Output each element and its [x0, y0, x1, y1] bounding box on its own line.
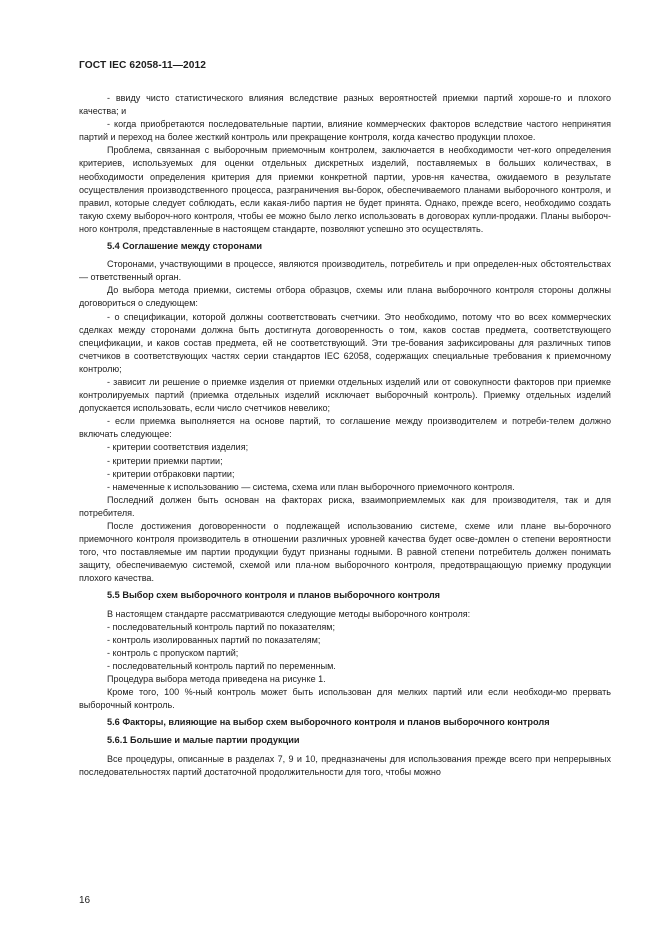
list-item: - критерии отбраковки партии;	[107, 468, 235, 479]
paragraph: Кроме того, 100 %-ный контроль может быть использован для мелких партий или если необходи-мо прервать выборочный контроль.	[79, 687, 611, 711]
subsection-heading: 5.6.1 Большие и малые партии продукции	[107, 735, 300, 746]
paragraph: После достижения договоренности о подлежащей использованию системе, схеме или плане вы-борочного приемочного контроля производитель в отношении различных уровней качества будет осве-домлен о степени вероятности того, что поставляемые им партии продукции будут признаны годными. В равной степени потребитель должен понимать защиту, обеспечиваемую системой, схемой или пла-ном выборочного контроля, предотвращающую приемку продукции плохого качества.	[79, 521, 611, 584]
paragraph: Процедура выбора метода приведена на рисунке 1.	[107, 674, 326, 685]
list-item: - когда приобретаются последовательные партии, влияние коммерческих факторов вследствие частого непринятия партий и переход на более жесткий контроль или прекращение контроля, когда качество продукции плохое.	[79, 119, 611, 143]
paragraph: До выбора метода приемки, системы отбора образцов, схемы или плана выборочного контроля стороны должны договориться о следующем:	[79, 285, 611, 309]
paragraph: Проблема, связанная с выборочным приемочным контролем, заключается в необходимости чет-кого определения критериев, используемых для оценки отдельных дискретных изделий, поставляемых в больших количествах, в необходимости определения критерия для приемки конкретной партии, уров-ня качества, ожидаемого в результате осуществления производственного процесса, разграничения вы-борок, обеспечиваемого планами выборочного контроля, и правил, которые следует соблюдать, если какая-либо партия не будет принята. Однако, прежде всего, необходимо создать такую схему выбороч-ного контроля, чтобы ее можно было легко использовать в договорах купли-продажи. Планы выбороч-ного контроля, представленные в настоящем стандарте, позволяют успешно это осуществлять.	[79, 145, 611, 234]
list-item: - намеченные к использованию — система, схема или план выборочного приемочного контроля.	[107, 481, 515, 492]
paragraph: В настоящем стандарте рассматриваются следующие методы выборочного контроля:	[107, 608, 471, 619]
list-item: - последовательный контроль партий по показателям;	[107, 621, 336, 632]
paragraph: Сторонами, участвующими в процессе, являются производитель, потребитель и при определен-ных обстоятельствах — ответственный орган.	[79, 259, 611, 283]
section-heading: 5.5 Выбор схем выборочного контроля и планов выборочного контроля	[107, 590, 441, 601]
document-header: ГОСТ IEC 62058-11—2012	[79, 60, 207, 71]
list-item: - контроль с пропуском партий;	[107, 647, 239, 658]
list-item: - критерии приемки партии;	[107, 455, 223, 466]
list-item: - последовательный контроль партий по переменным.	[107, 660, 336, 671]
list-item: - ввиду чисто статистического влияния вследствие разных вероятностей приемки партий хороше-го и плохого качества; и	[79, 93, 611, 117]
list-item: - зависит ли решение о приемке изделия от приемки отдельных изделий или от совокупности факторов при приемке контролируемых партий (приемка отдельных изделий исключает выборочный контроль). Приемку отдельных изделий допускается использовать, если число счетчиков невелико;	[79, 376, 611, 414]
list-item: - контроль изолированных партий по показателям;	[107, 634, 321, 645]
list-item: - если приемка выполняется на основе партий, то соглашение между производителем и потреби-телем должно включать следующее:	[79, 416, 611, 440]
list-item: - критерии соответствия изделия;	[107, 442, 249, 453]
page-number: 16	[79, 895, 91, 906]
paragraph: Все процедуры, описанные в разделах 7, 9 и 10, предназначены для использования прежде всего при непрерывных последовательностях партий достаточной продолжительности для того, чтобы можно	[79, 753, 611, 777]
page-body	[79, 92, 611, 779]
paragraph: Последний должен быть основан на факторах риска, взаимоприемлемых как для производителя, так и для потребителя.	[79, 494, 611, 518]
list-item: - о спецификации, которой должны соответствовать счетчики. Это необходимо, потому что во всех коммерческих сделках между сторонами должна быть достигнута договоренность о том, каков состав предмета, соответствующего спецификации, и каков состав предмета, ей не соответствующий. Эти тре-бования зафиксированы для различных типов счетчиков в соответствующих частях серии стандартов IEC 62058, содержащих специальные требования к приемочному контролю;	[79, 311, 611, 374]
section-heading: 5.6 Факторы, влияющие на выбор схем выборочного контроля и планов выборочного контроля	[107, 717, 550, 728]
section-heading: 5.4 Соглашение между сторонами	[107, 241, 263, 252]
